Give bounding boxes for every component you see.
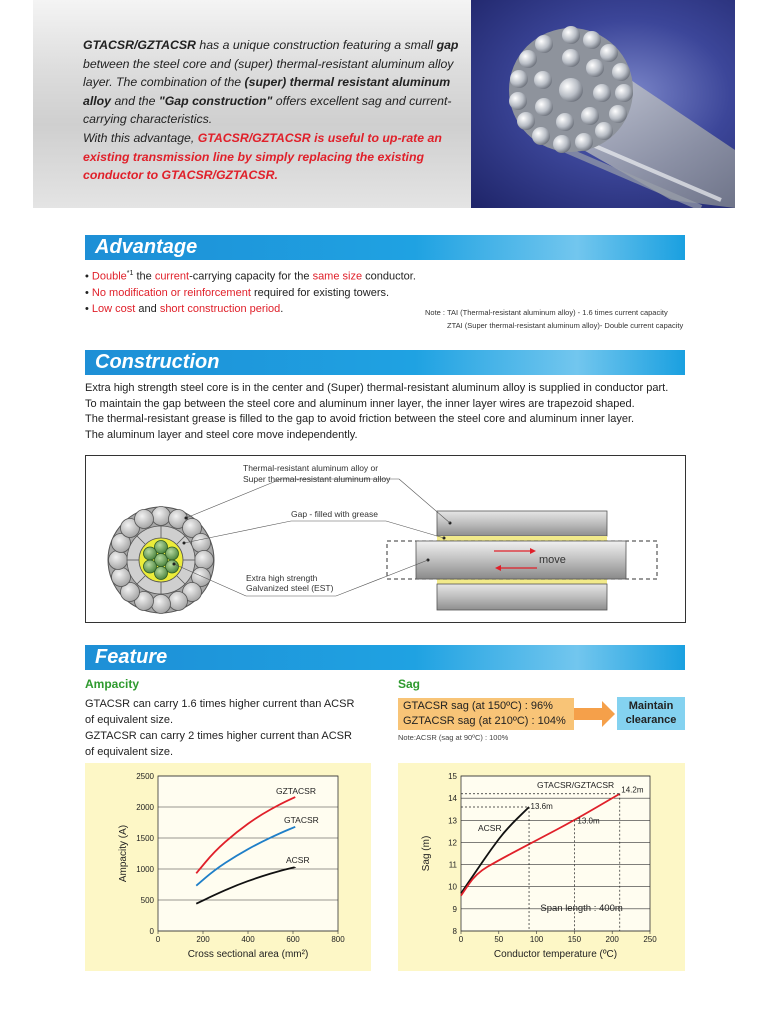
annotation-label: 14.2m	[621, 785, 644, 795]
advantage-item: • Double$^{*1}$ the current-carrying capacity for the same size conductor.	[85, 270, 416, 283]
y-tick-label: 2500	[136, 772, 154, 781]
advantage-item: • No modification or reinforcement required for existing towers.	[85, 286, 390, 299]
y-tick-label: 500	[140, 896, 154, 905]
x-tick-label: 600	[286, 935, 300, 944]
sag-arrow-icon	[574, 700, 616, 728]
advantage-item: • Low cost and short construction period.	[85, 302, 284, 315]
construction-diagram-svg	[86, 456, 685, 622]
x-tick-label: 400	[241, 935, 255, 944]
x-tick-label: 800	[331, 935, 345, 944]
hero-description: GTACSR/GZTACSR has a unique construction featuring a small gap between the steel core and (super) thermal-resistant aluminum alloy layer. The combination of the (super) thermal resistant aluminum alloy and the "Gap construction" offers excellent sag and current-carrying characteristics. With this advantage, GTACSR/GZTACSR is useful to up-rate an existing transmission line by simply replacing the existing conductor to GTACSR/GZTACSR.	[83, 38, 459, 183]
plot-area	[158, 776, 338, 931]
y-tick-label: 1000	[136, 865, 154, 874]
hero-banner	[33, 0, 735, 208]
conductor-cable-image	[471, 0, 735, 208]
construction-heading-band	[85, 350, 685, 375]
ampacity-heading: Ampacity	[85, 677, 140, 691]
x-tick-label: 100	[529, 935, 544, 944]
ampacity-chart-panel	[85, 763, 371, 971]
y-axis-label: Ampacity (A)	[118, 824, 129, 883]
x-tick-label: 0	[458, 935, 464, 944]
x-tick-label: 0	[155, 935, 161, 944]
y-tick-label: 0	[149, 927, 154, 936]
legend-label: GTACSR/GZTACSR	[537, 780, 615, 790]
y-tick-label: 11	[448, 860, 457, 870]
legend-label: GTACSR	[284, 815, 319, 825]
y-tick-label: 1500	[136, 834, 154, 843]
label-steel-line1: Extra high strength	[246, 573, 318, 583]
construction-heading: Construction	[95, 351, 220, 373]
x-tick-label: 150	[567, 935, 582, 944]
conductor-photo	[471, 0, 735, 208]
advantage-heading-band	[85, 235, 685, 260]
ampacity-description: GTACSR can carry 1.6 times higher current than ACSR of equivalent size. GZTACSR can carry 2 times higher current than ACSR of equivalent size.	[85, 698, 355, 758]
y-tick-label: 2000	[136, 803, 154, 812]
sag-summary-box: GTACSR sag (at 150ºC) : 96% GZTACSR sag (at 210ºC) : 104%	[398, 698, 574, 730]
advantage-list	[85, 266, 416, 317]
y-tick-label: 12	[448, 838, 457, 848]
legend-label: GZTACSR	[276, 786, 316, 796]
x-tick-label: 200	[196, 935, 210, 944]
y-tick-label: 10	[448, 882, 457, 892]
maintain-clearance-box: Maintain clearance	[617, 697, 685, 730]
label-steel-line2: Galvanized steel (EST)	[246, 583, 334, 593]
conductor-cross-section	[108, 507, 214, 614]
label-gap: Gap - filled with grease	[291, 509, 378, 519]
ampacity-chart	[85, 763, 371, 971]
advantage-note: Note : TAI (Thermal-resistant aluminum alloy) - 1.6 times current capacity ZTAI (Super thermal-resistant aluminum alloy)- Double current capacity	[425, 308, 684, 330]
feature-heading: Feature	[95, 646, 168, 668]
y-tick-label: 15	[448, 772, 457, 781]
annotation-label: 13.0m	[577, 816, 600, 826]
sag-note: Note:ACSR (sag at 90ºC) : 100%	[398, 733, 509, 742]
y-tick-label: 14	[448, 794, 457, 804]
x-tick-label: 250	[643, 935, 657, 944]
x-tick-label: 200	[605, 935, 619, 944]
span-length-label: Span length : 400m	[540, 903, 623, 915]
feature-heading-band	[85, 645, 685, 670]
y-tick-label: 9	[452, 904, 457, 914]
y-tick-label: 8	[452, 927, 457, 936]
x-axis-label: Conductor temperature (ºC)	[493, 949, 618, 960]
advantage-heading: Advantage	[95, 236, 198, 258]
sag-chart-panel	[398, 763, 685, 971]
label-alloy-line2: Super thermal-resistant aluminum alloy	[243, 474, 391, 484]
x-axis-label: Cross sectional area (mm²)	[187, 949, 309, 960]
construction-description: Extra high strength steel core is in the center and (Super) thermal-resistant aluminum alloy is supplied in conductor part. To maintain the gap between the steel core and aluminum inner layer, the inner layer wires are trapezoid shaped. The thermal-resistant grease is filled to the gap to avoid friction between the steel core and aluminum inner layer. The aluminum layer and steel core move independently.	[85, 382, 669, 441]
sag-heading: Sag	[398, 677, 421, 691]
legend-label: ACSR	[286, 855, 310, 865]
x-tick-label: 50	[494, 935, 504, 944]
label-alloy-line1: Thermal-resistant aluminum alloy or	[243, 463, 379, 473]
label-move: move	[539, 554, 566, 566]
sag-chart	[398, 763, 685, 971]
construction-diagram	[85, 455, 686, 623]
annotation-label: 13.6m	[530, 802, 553, 811]
y-tick-label: 13	[448, 816, 457, 826]
y-axis-label: Sag (m)	[421, 835, 432, 872]
legend-label: ACSR	[478, 823, 502, 833]
